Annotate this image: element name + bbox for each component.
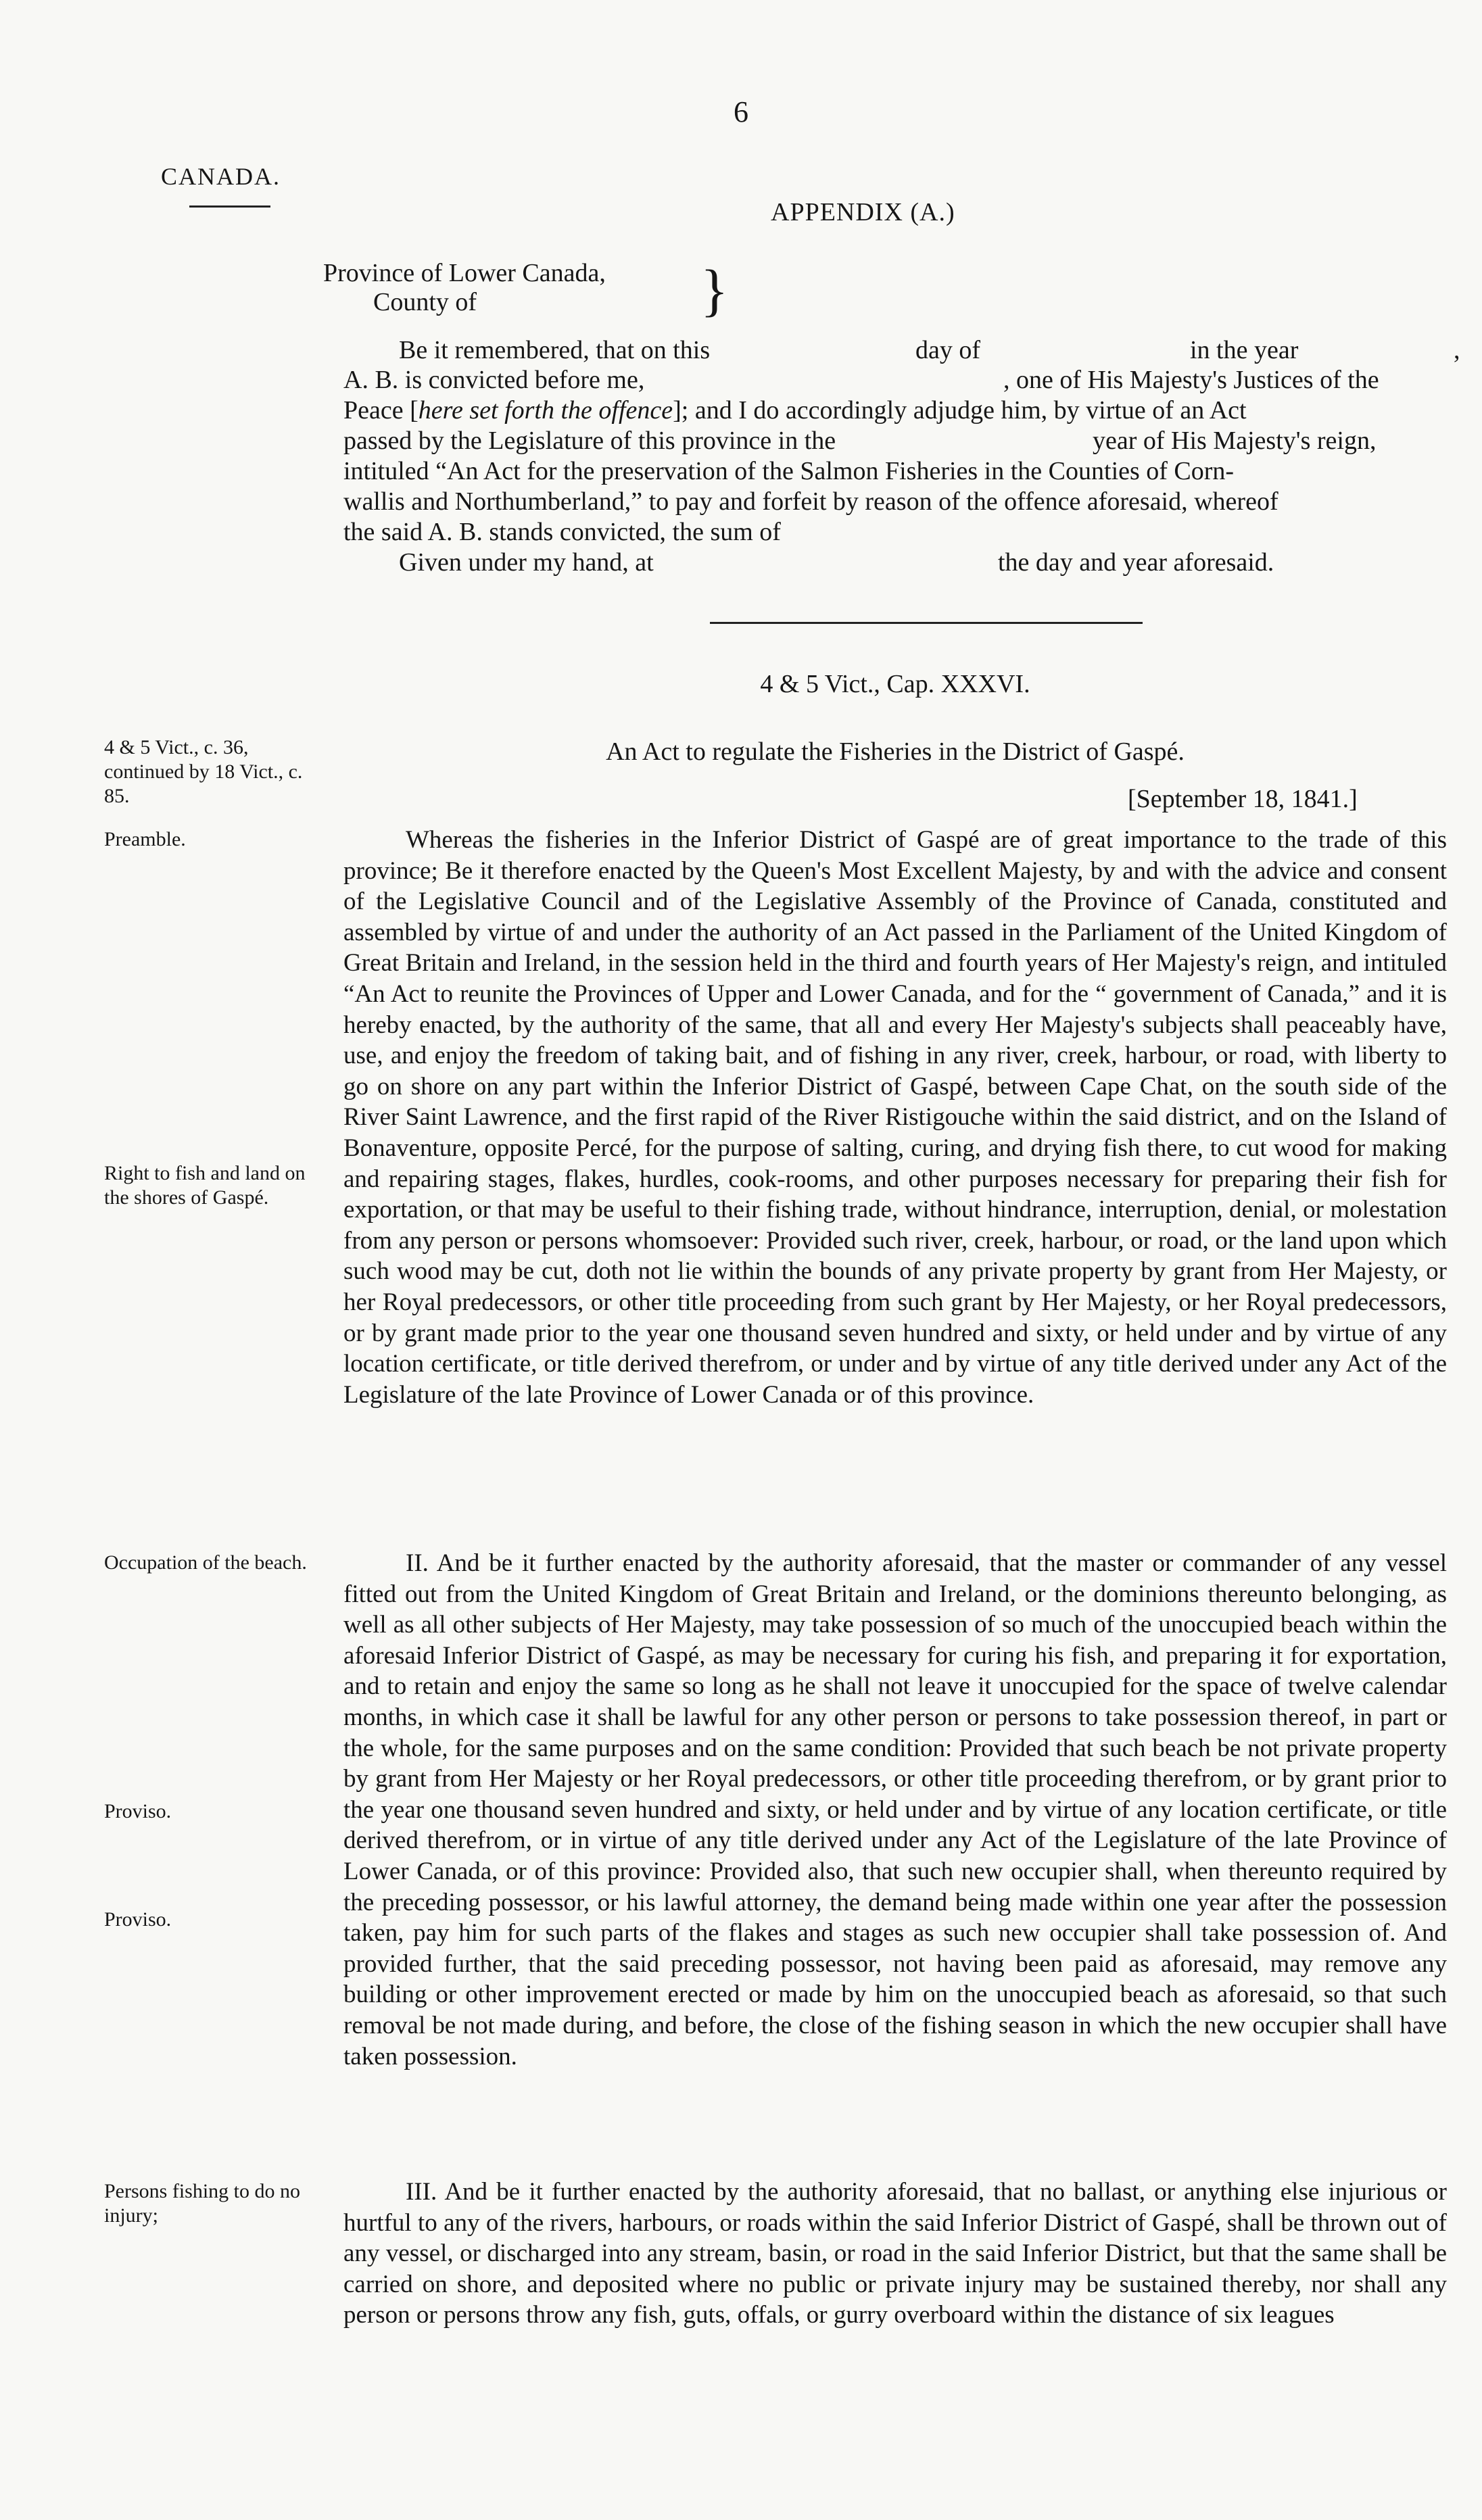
section-divider: [710, 622, 1143, 624]
appendix-title: APPENDIX (A.): [771, 198, 955, 226]
act-title: 4 & 5 Vict., Cap. XXXVI.: [760, 670, 1030, 698]
act-subtitle: An Act to regulate the Fisheries in the District of Gaspé.: [606, 737, 1185, 766]
margin-note-proviso-2: Proviso.: [104, 1908, 172, 1931]
brace-mark: }: [700, 258, 729, 322]
paragraph-section-2: II. And be it further enacted by the authority aforesaid, that the master or commander of any vessel fitted out from the United Kingdom of Great Britain and Ireland, or the dominions thereunto belonging, as well as all other subjects of Her Majesty, may take possession of so much of the unoccupied beach within the aforesaid Inferior District of Gaspé, as may be necessary for curing his fish, and preparing it for exportation, and to retain and enjoy the same so long as he shall not leave it unoccupied for the space of twelve calendar months, in which case it shall be lawful for any other person or persons to take possession thereof, in part or the whole, for the same purposes and on the same condition: Provided that such beach be not private property by grant from Her Majesty or her Royal predecessors, or other title proceeding therefrom, or by grant prior to the year one thousand seven hundred and sixty, or held under and by virtue of any location certificate, or title derived therefrom, or in virtue of any title derived under any Act of the Legislature of the late Province of Lower Canada, or of this province: Provided also, that such new occupier shall, when thereunto required by the preceding possessor, or his lawful attorney, the demand being made within one year after the possession taken, pay him for such parts of the flakes and stages as such new occupier shall take possession of. And provided further, that the said preceding possessor, not having been paid as aforesaid, may remove any building or other improvement erected or made by him on the unoccupied beach as aforesaid, so that such removal be not made during, and before, the close of the fishing season in which the new occupier shall have taken possession.: [343, 1549, 1447, 2070]
header-rule: [189, 205, 270, 208]
form-line3-a: Peace [: [343, 396, 419, 425]
paragraph-section-3: III. And be it further enacted by the authority aforesaid, that no ballast, or anything else injurious or hurtful to any of the rivers, harbours, or roads within the said Inferior District of Gaspé, shall be thrown out of any vessel, or discharged into any stream, basin, or road in the said Inferior District, but that the same shall be carried on shore, and deposited where no public or private injury may be sustained thereby, nor shall any person or persons throw any fish, guts, offals, or gurry overboard within the distance of six leagues: [343, 2178, 1447, 2329]
form-line8-b: the day and year aforesaid.: [998, 548, 1274, 577]
form-line1-b: day of: [915, 336, 981, 364]
form-line4-b: year of His Majesty's reign,: [1093, 427, 1377, 455]
paragraph-preamble: Whereas the fisheries in the Inferior District of Gaspé are of great importance to the trade of this province; Be it therefore enacted by the Queen's Most Excellent Majesty, by and with the advice and consent of the Legislative Council and of the Legislative Assembly of the Province of Canada, constituted and assembled by virtue of and under the authority of an Act passed in the Parliament of the United Kingdom of Great Britain and Ireland, in the session held in the third and fourth years of Her Majesty's reign, and intituled “An Act to reunite the Provinces of Upper and Lower Canada, and for the “ government of Canada,” and it is hereby enacted, by the authority of the same, that all and every Her Majesty's subjects shall peaceably have, use, and enjoy the freedom of taking bait, and of fishing in any river, creek, harbour, or road, with liberty to go on shore on any part within the Inferior District of Gaspé, between Cape Chat, on the south side of the River Saint Lawrence, and the first rapid of the River Ristigouche within the said district, and on the Island of Bonaventure, opposite Percé, for the purpose of salting, curing, and drying fish there, to cut wood for making and repairing stages, flakes, hurdles, cook-rooms, and other purposes necessary for preparing their fish for exportation, or that may be useful to their fishing trade, without hindrance, interruption, denial, or molestation from any person or persons whomsoever: Provided such river, creek, harbour, or road, or the land upon which such wood may be cut, doth not lie within the bounds of any private property by grant from Her Majesty, or her Royal predecessors, or other title proceeding from such grant by Her Majesty, or her Royal predecessors, or by grant made prior to the year one thousand seven hundred and sixty, or held under and by virtue of any location certificate, or title derived therefrom, or under and by virtue of any title derived under any Act of the Legislature of the late Province of Lower Canada or of this province.: [343, 826, 1447, 1409]
form-line3: [343, 395, 1247, 426]
form-line1-c: in the year: [1190, 336, 1299, 364]
form-line6: wallis and Northumberland,” to pay and forfeit by reason of the offence aforesaid, whereof: [343, 487, 1278, 516]
form-line1-a: Be it remembered, that on this: [399, 336, 711, 364]
act-date: [September 18, 1841.]: [1128, 785, 1358, 813]
margin-note-citation: 4 & 5 Vict., c. 36, continued by 18 Vict., c. 85.: [104, 736, 303, 807]
form-line8-a: Given under my hand, at: [399, 548, 654, 577]
form-line2-a: A. B. is convicted before me,: [343, 366, 645, 394]
running-header: CANADA.: [161, 163, 281, 190]
form-line3-b: ]; and I do accordingly adjudge him, by virtue of an Act: [673, 396, 1247, 425]
form-line1-d: ,: [1454, 336, 1460, 364]
form-line5: intituled “An Act for the preservation of the Salmon Fisheries in the Counties of Corn-: [343, 457, 1235, 485]
form-line7: the said A. B. stands convicted, the sum of: [343, 518, 781, 546]
form-province: Province of Lower Canada,: [323, 259, 606, 287]
page-number: 6: [734, 95, 748, 128]
form-line2-b: , one of His Majesty's Justices of the: [1003, 366, 1379, 394]
form-line3-italic: here set forth the offence: [418, 396, 673, 425]
margin-note-preamble: Preamble.: [104, 828, 186, 850]
form-line4-a: passed by the Legislature of this province in the: [343, 427, 836, 455]
margin-note-proviso-1: Proviso.: [104, 1800, 172, 1822]
margin-note-right-to-fish: Right to fish and land on the shores of Gaspé.: [104, 1162, 306, 1209]
form-county: County of: [373, 288, 477, 316]
margin-note-persons-fishing: Persons fishing to do no injury;: [104, 2180, 301, 2227]
margin-note-occupation: Occupation of the beach.: [104, 1551, 307, 1574]
